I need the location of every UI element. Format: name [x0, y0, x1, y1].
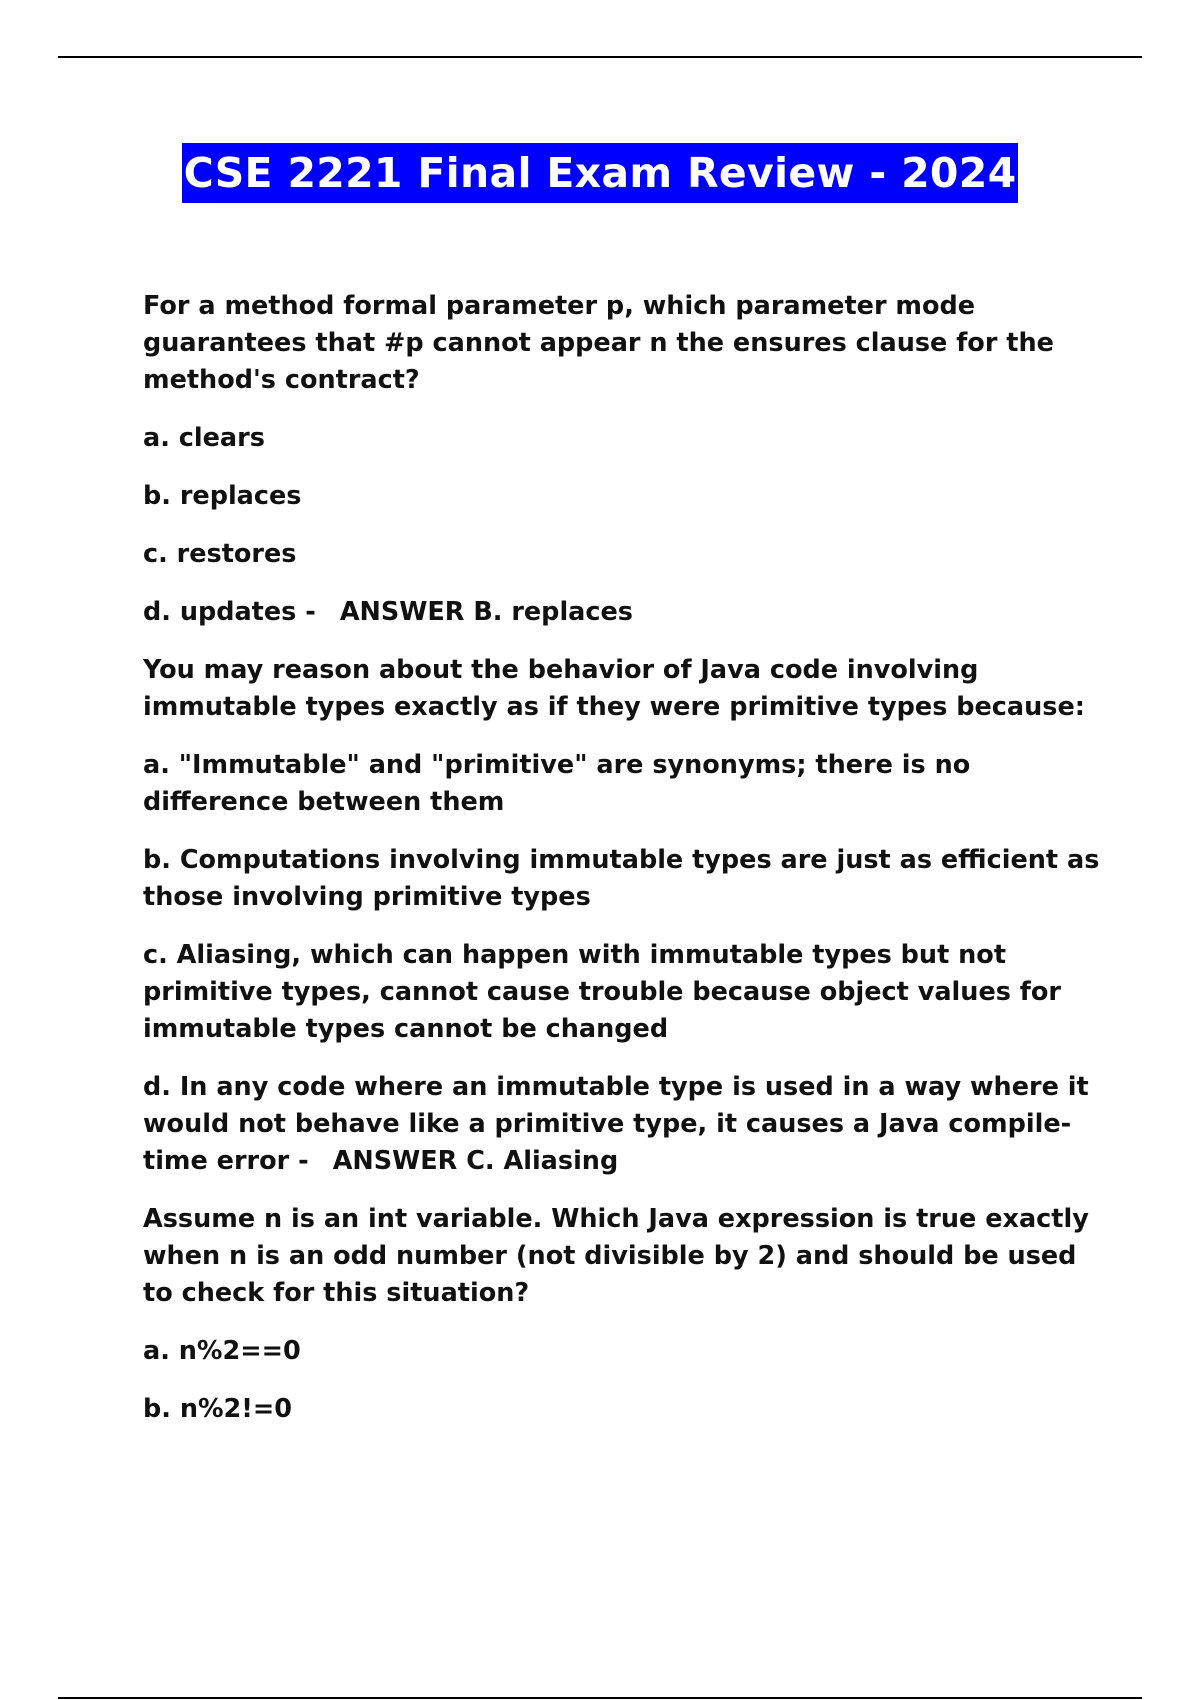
bottom-divider [58, 1697, 1142, 1699]
option-a: a. clears [143, 423, 265, 453]
option-b: b. Computations involving immutable types are just as efficient as those involving primitive types [143, 845, 1100, 912]
option-d-text: d. In any code where an immutable type is used in a way where it would not behave like a primitive type, it causes a Java compile-time error - [143, 1072, 1089, 1176]
question-prompt: For a method formal parameter p, which parameter mode guarantees that #p cannot appear n the ensures clause for the method's contract? [143, 291, 1054, 395]
question-prompt: Assume n is an int variable. Which Java expression is true exactly when n is an odd number (not divisible by 2) and should be used to check for this situation? [143, 1204, 1089, 1308]
answer-label: ANSWER C. Aliasing [332, 1146, 619, 1176]
document-title: CSE 2221 Final Exam Review - 2024 [182, 143, 1019, 203]
question-prompt: You may reason about the behavior of Java code involving immutable types exactly as if they were primitive types because: [143, 655, 1085, 722]
document-body [143, 288, 1103, 1449]
option-a: a. n%2==0 [143, 1336, 301, 1366]
option-d [143, 1069, 1103, 1180]
title-banner [0, 143, 1200, 203]
option-d [143, 594, 1103, 631]
option-a: a. "Immutable" and "primitive" are synonyms; there is no difference between them [143, 750, 971, 817]
option-b: b. replaces [143, 481, 302, 511]
option-c: c. restores [143, 539, 297, 569]
answer-label: ANSWER B. replaces [339, 597, 633, 627]
option-c: c. Aliasing, which can happen with immutable types but not primitive types, cannot cause trouble because object values for immutable types cannot be changed [143, 940, 1061, 1044]
top-divider [58, 56, 1142, 58]
option-b: b. n%2!=0 [143, 1394, 293, 1424]
option-d-text: d. updates - [143, 597, 316, 627]
